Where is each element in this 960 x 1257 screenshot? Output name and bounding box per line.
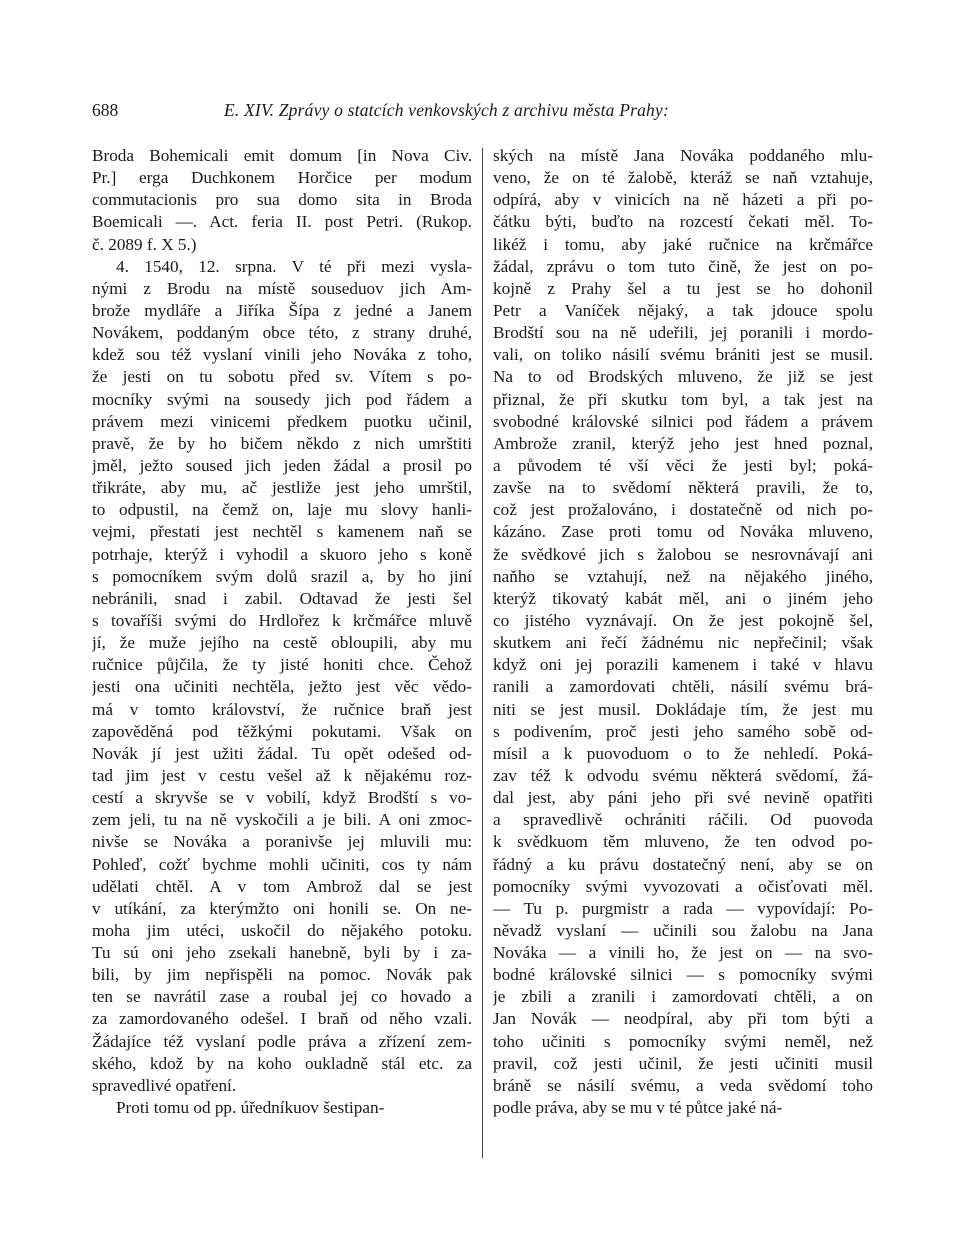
text-line: s podivením, proč jesti jeho samého sobě od- bbox=[493, 721, 873, 741]
text-line: tad jim jest v cestu vešel až k nějakému roz- bbox=[92, 765, 472, 785]
text-line: Na to od Brodských mluveno, že již se jest bbox=[493, 367, 873, 387]
text-line: jměl, ježto soused jich jeden žádal a prosil po bbox=[92, 455, 472, 475]
right-text-column bbox=[493, 145, 873, 1119]
text-line: toho učiniti s pomocníky svými neměl, než bbox=[493, 1031, 873, 1051]
text-line: Pr.] erga Duchkonem Horčice per modum bbox=[92, 168, 472, 188]
text-line: že svědkové jich s žalobou se nesrovnávají ani bbox=[493, 544, 873, 564]
text-line: Proti tomu od pp. úředníkuov šestipan- bbox=[116, 1098, 385, 1118]
text-line: Novák jí jest užiti žádal. Tu opět odešed od- bbox=[92, 743, 472, 763]
text-line: bili, by jim nepřispěli na pomoc. Novák pak bbox=[92, 965, 472, 985]
text-line: když oni jej porazili kamenem i také v hlavu bbox=[493, 655, 873, 675]
text-line: s tovaříši svými do Hrdlořez k krčmářce mluvě bbox=[92, 610, 472, 630]
text-line: likéž i tomu, aby jaké ručnice na krčmářce bbox=[493, 234, 873, 254]
left-text-column bbox=[92, 145, 472, 1119]
text-line: naňho se vztahují, než na nějakého jiného, bbox=[493, 566, 873, 586]
text-line: kázáno. Zase proti tomu od Nováka mluveno, bbox=[493, 522, 873, 542]
text-line: co jistého vyznávají. On že jest pokojně šel, bbox=[493, 610, 873, 630]
text-line: čátku býti, buďto na rozcestí čekati měl. To- bbox=[493, 212, 873, 232]
text-line: to odpustil, na čemž on, laje mu slovy hanli- bbox=[92, 500, 472, 520]
text-line: s pomocníkem svým dolů srazil a, by ho jiní bbox=[92, 566, 472, 586]
text-line: žádal, zprávu o tom tuto čině, že jest on po- bbox=[493, 256, 873, 276]
text-line: moha jim utéci, uskočil do nějakého potoku. bbox=[92, 920, 472, 940]
text-line: 4. 1540, 12. srpna. V té při mezi vysla- bbox=[116, 256, 472, 276]
text-line: brože mydláře a Jiříka Šípa z jedné a Janem bbox=[92, 300, 472, 320]
text-line: podle práva, aby se mu v té půtce jaké ná- bbox=[493, 1098, 783, 1118]
text-line: Žádajíce též vyslaní podle práva a zřízení zem- bbox=[92, 1031, 472, 1051]
text-line: právem mezi vinicemi předkem puotku učinil, bbox=[92, 411, 472, 431]
text-line: mísil a k puovoduom o to že nehledí. Poká- bbox=[493, 743, 873, 763]
text-line: commutacionis pro sua domo sita in Broda bbox=[92, 190, 472, 210]
text-line: k svědkuom těm mluveno, že ten odvod po- bbox=[493, 832, 873, 852]
page-number: 688 bbox=[92, 100, 119, 120]
text-line: udělati chtěl. A v tom Ambrož dal se jest bbox=[92, 876, 472, 896]
text-line: nebránili, snad i zabil. Odtavad že jesti šel bbox=[92, 588, 472, 608]
page-header bbox=[92, 100, 872, 126]
text-line: nými z Brodu na místě souseduov jich Am- bbox=[92, 278, 472, 298]
text-line: č. 2089 f. X 5.) bbox=[92, 234, 197, 254]
text-line: Ambrože zranil, kterýž jeho jest hned poznal, bbox=[493, 433, 873, 453]
text-line: mocníky svými na sousedy jich pod řádem a bbox=[92, 389, 472, 409]
text-line: jesti ona učiniti nechtěla, ježto jest věc vědo- bbox=[92, 677, 472, 697]
text-line: kterýž tikovatý kabát měl, ani o jiném jeho bbox=[493, 588, 873, 608]
text-line: potrhaje, kterýž i vyhodil a skuoro jeho s koně bbox=[92, 544, 472, 564]
text-line: cestí a skryvše se v vobilí, když Brodští s vo- bbox=[92, 788, 472, 808]
text-line: zem jeli, tu na ně vyskočili a je bili. A oni zmoc- bbox=[92, 810, 472, 830]
text-line: nivše se Nováka a poranivše jej mluvili mu: bbox=[92, 832, 472, 852]
text-line: svobodné královské silnici pod řádem a právem bbox=[493, 411, 873, 431]
text-line: kojně z Prahy šel a tu jest se ho dohonil bbox=[493, 278, 873, 298]
text-line: že jesti on tu sobotu před sv. Vítem s po- bbox=[92, 367, 472, 387]
text-line: Broda Bohemicali emit domum [in Nova Civ. bbox=[92, 146, 472, 165]
text-line: v utíkání, za kterýmžto oni honili se. On ne- bbox=[92, 898, 472, 918]
text-line: kdež sou též vyslaní vinili jeho Nováka z toho, bbox=[92, 345, 472, 365]
text-line: vejmi, přestati jest nechtěl s kamenem naň se bbox=[92, 522, 472, 542]
text-line: — Tu p. purgmistr a rada — vypovídají: Po- bbox=[493, 898, 873, 918]
text-line: Jan Novák — neodpíral, aby při tom býti a bbox=[493, 1009, 873, 1029]
text-line: a původem té vší věci že jesti byl; poká- bbox=[493, 455, 873, 475]
text-line: bodné královské silnici — s pomocníky svými bbox=[493, 965, 873, 985]
text-line: má v tomto království, že ručnice braň jest bbox=[92, 699, 472, 719]
text-line: skutkem ani řečí žádnému nic nepřečinil; však bbox=[493, 633, 873, 653]
text-line: ručnice půjčila, že ty jisté honiti chce. Čehož bbox=[92, 655, 472, 675]
running-title: E. XIV. Zprávy o statcích venkovských z archivu města Prahy: bbox=[224, 100, 669, 120]
text-line: jí, že muže jejího na cestě obloupili, aby mu bbox=[92, 633, 472, 653]
text-line: ských na místě Jana Nováka poddaného mlu- bbox=[493, 146, 873, 165]
text-line: niti se jest musil. Dokládaje tím, že jest mu bbox=[493, 699, 873, 719]
text-line: veno, že on té žalobě, kteráž se naň vztahuje, bbox=[493, 168, 873, 188]
text-line: spravedlivé opatření. bbox=[92, 1075, 237, 1095]
text-line: je zbili a zranili i zamordovati chtěli, a on bbox=[493, 987, 873, 1007]
text-line: Brodští sou na ně udeřili, jej poranili i mordo- bbox=[493, 323, 873, 343]
text-line: pravil, což jesti učinil, že jesti učiniti musil bbox=[493, 1053, 873, 1073]
text-line: přiznal, že při skutku tom byl, a tak jest na bbox=[493, 389, 873, 409]
text-line: něvadž vyslaní — učinili sou žalobu na Jana bbox=[493, 920, 873, 940]
text-line: zapověděná pod těžkými pokutami. Však on bbox=[92, 721, 472, 741]
text-line: Boemicali —. Act. feria II. post Petri. (Rukop. bbox=[92, 212, 472, 232]
text-line: pomocníky svými vyvozovati a očisťovati měl. bbox=[493, 876, 873, 896]
text-line: ského, kdož by na koho oukladně stál etc. za bbox=[92, 1053, 472, 1073]
text-line: zavše na to svědomí některá pravili, že to, bbox=[493, 478, 873, 498]
text-line: zav též k odvodu svému některá svědomí, žá- bbox=[493, 765, 873, 785]
text-line: a spravedlivě ochrániti ráčili. Od puovoda bbox=[493, 810, 873, 830]
text-line: což jest prožalováno, i dostatečně od nich po- bbox=[493, 500, 873, 520]
text-line: Novákem, poddaným obce této, z strany druhé, bbox=[92, 323, 472, 343]
text-line: za zamordovaného odešel. I braň od něho vzali. bbox=[92, 1009, 472, 1029]
column-divider bbox=[482, 148, 483, 1158]
text-line: řádný a ku právu dostatečný není, aby se on bbox=[493, 854, 873, 874]
text-line: pravě, že by ho bičem někdo z nich umrštiti bbox=[92, 433, 472, 453]
text-line: vali, on toliko násilí svému brániti jest se musil. bbox=[493, 345, 873, 365]
text-line: Petr a Vaníček nějaký, a tak jdouce spolu bbox=[493, 300, 873, 320]
text-line: dal jest, aby páni jeho při své nevině opatřiti bbox=[493, 788, 873, 808]
text-line: Nováka — a vinili ho, že jest on — na svo- bbox=[493, 943, 873, 963]
text-line: ranili a zamordovati chtěli, násilí svému brá- bbox=[493, 677, 873, 697]
text-line: Tu sú oni jeho zsekali hanebně, byli by i za- bbox=[92, 943, 472, 963]
text-line: Pohleď, cožť bychme mohli učiniti, cos ty nám bbox=[92, 854, 472, 874]
text-line: bráně se násilí svému, a veda svědomí toho bbox=[493, 1075, 873, 1095]
text-line: třikráte, aby mu, ač jestliže jest jeho umrštil, bbox=[92, 478, 472, 498]
text-line: ten se navrátil zase a roubal jej co hovado a bbox=[92, 987, 472, 1007]
text-line: odpírá, aby v vinicích na ně házeti a při po- bbox=[493, 190, 873, 210]
